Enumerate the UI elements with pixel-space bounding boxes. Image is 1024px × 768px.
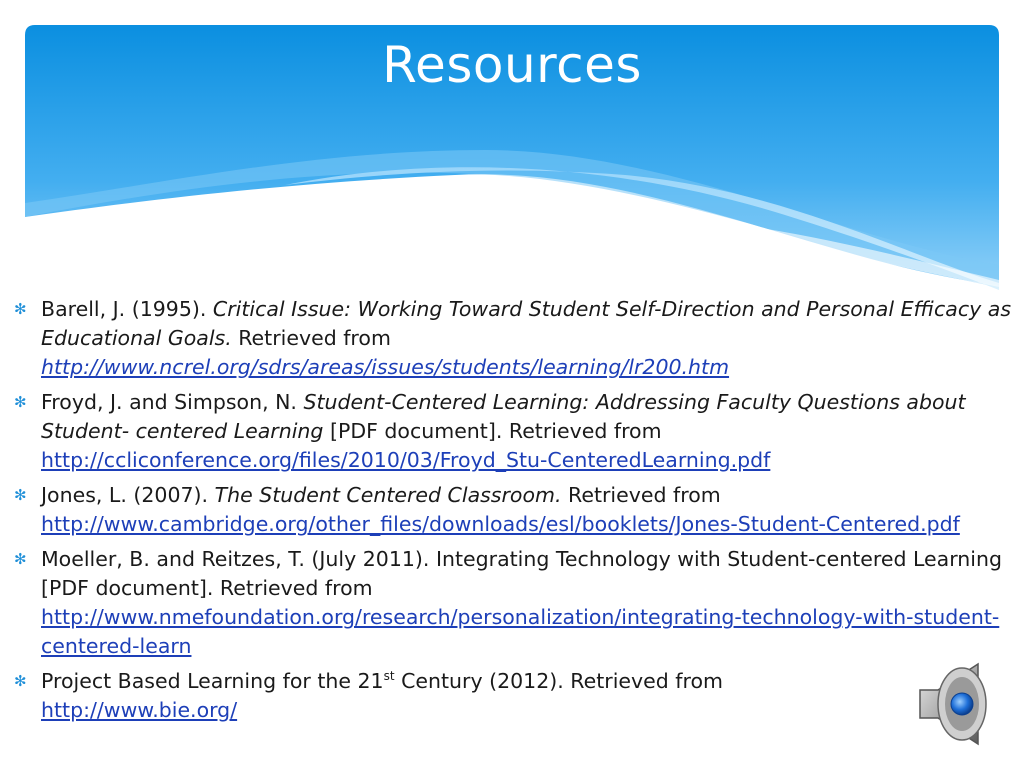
ref-text: Jones, L. (2007). [41, 483, 215, 507]
ref-text: Project Based Learning for the 21 [41, 669, 384, 693]
star-bullet-icon: ✻ [14, 393, 27, 411]
ref-link[interactable]: http://www.cambridge.org/other_files/downloads/esl/booklets/Jones-Student-Centered.pdf [41, 512, 960, 536]
ordinal-suffix: st [383, 669, 395, 684]
list-item [14, 295, 1014, 382]
speaker-icon[interactable] [916, 660, 1000, 748]
ref-text: Barell, J. (1995). [41, 297, 213, 321]
star-bullet-icon: ✻ [14, 300, 27, 318]
star-bullet-icon: ✻ [14, 550, 27, 568]
star-bullet-icon: ✻ [14, 486, 27, 504]
list-item [14, 481, 1014, 539]
ref-text: Century (2012). Retrieved from [394, 669, 723, 693]
ref-text: Froyd, J. and Simpson, N. [41, 390, 304, 414]
list-item [14, 388, 1014, 475]
page-title: Resources [382, 36, 642, 94]
ref-link[interactable]: http://ccliconference.org/files/2010/03/Froyd_Stu-CenteredLearning.pdf [41, 448, 771, 472]
star-bullet-icon: ✻ [14, 672, 27, 690]
ref-text: Moeller, B. and Reitzes, T. (July 2011). Integrating Technology with Student-centered Learning [PDF document]. Retrieved from [41, 547, 1002, 600]
ref-title: Critical Issue: Working Toward Student Self-Direction and Personal Efficacy as Educational Goals. [41, 297, 1012, 350]
ref-title: The Student Centered Classroom. [214, 483, 562, 507]
list-item [14, 545, 1014, 661]
ref-text: Retrieved from [231, 326, 391, 350]
ref-link[interactable]: http://www.nmefoundation.org/research/personalization/integrating-technology-with-student-centered-learn [41, 605, 1000, 658]
ref-text: [PDF document]. Retrieved from [323, 419, 662, 443]
ref-link[interactable]: http://www.bie.org/ [41, 698, 238, 722]
list-item [14, 667, 1014, 725]
ref-title: Student-Centered Learning: Addressing Faculty Questions about Student- centered Learning [41, 390, 966, 443]
ref-link[interactable]: http://www.ncrel.org/sdrs/areas/issues/students/learning/lr200.htm [41, 355, 730, 379]
reference-list [14, 295, 1014, 731]
ref-text: Retrieved from [561, 483, 721, 507]
